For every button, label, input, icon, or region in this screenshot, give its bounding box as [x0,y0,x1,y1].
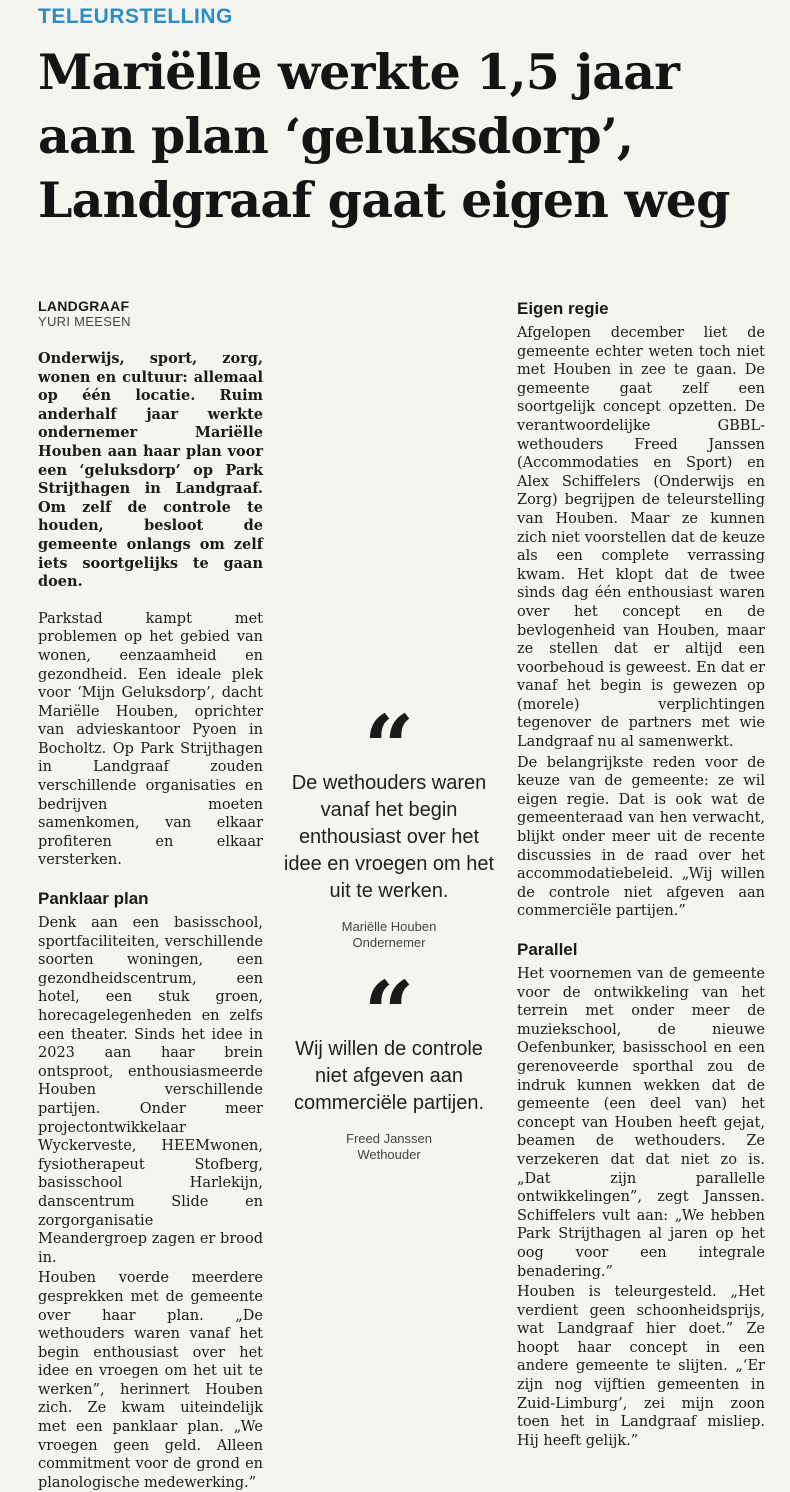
quote-mark-icon: “ [363,712,415,770]
pull-quote-houben [278,712,500,951]
headline-line: Mariëlle werkte 1,5 jaar [38,43,680,101]
pull-quote-text: De wethouders waren vanaf het begin enthousiast over het idee en vroegen om het uit te werken. [283,772,495,902]
body-paragraph: Houben is teleurgesteld. „Het verdient geen schoonheidsprijs, wat Landgraaf hier doet.” Ze hoopt haar concept in een andere gemeente te slijten. „‘Er zijn nog vijftien gemeenten in Zuid-Limburg’, zei mijn zoon toen het in Landgraaf misliep. Hij heeft gelijk.” [517,1284,765,1449]
quote-mark-icon: “ [363,978,415,1036]
kicker-label: TELEURSTELLING [38,5,233,28]
subheading-eigen-regie: Eigen regie [517,299,609,318]
body-paragraph: Parkstad kampt met problemen op het gebied van wonen, eenzaamheid en gezondheid. Een ideale plek voor ‘Mijn Geluksdorp’, dacht Mariëlle Houben, oprichter van advieskantoor Pyoen in Bocholtz. Op Park Strijthagen in Landgraaf zouden verschillende organisaties en bedrijven moeten samenkomen, van elkaar profiteren en elkaar versterken. [38,610,263,869]
dateline: LANDGRAAF [38,298,130,314]
subheading-parallel: Parallel [517,940,578,959]
pull-quote-role: Wethouder [357,1147,421,1162]
pull-quote-text: Wij willen de controle niet afgeven aan commerciële partijen. [293,1038,485,1114]
article-column-3 [517,298,765,1450]
body-paragraph: De belangrijkste reden voor de keuze van de gemeente: ze wil eigen regie. Dat is ook wat de gemeenteraad van hen verwacht, blijkt onder meer uit de recente discussies in de raad over het accommodatiebeleid. „Wij willen de controle niet afgeven aan commerciële partijen.” [517,754,765,920]
pull-quote-name: Mariëlle Houben [341,919,437,934]
body-paragraph: Denk aan een basisschool, sportfaciliteiten, verschillende soorten woningen, een gezondheidscentrum, een hotel, een stuk groen, horecagelegenheden en zelfs een theater. Sinds het idee in 2023 aan haar brein ontsproot, enthousiasmeerde Houben verschillende partijen. Onder meer projectontwikkelaar Wyckerveste, HEEMwonen, fysiotherapeut Stofberg, basisschool Harlekijn, danscentrum Slide en zorgorganisatie Meandergroep zagen er brood in. [38,915,263,1266]
body-paragraph: Afgelopen december liet de gemeente echter weten toch niet met Houben in zee te gaan. De gemeente gaat zelf een soortgelijk concept opzetten. De verantwoordelijke GBBL-wethouders Freed Janssen (Accommodaties en Sport) en Alex Schiffelers (Onderwijs en Zorg) begrijpen de teleurstelling van Houben. Maar ze kunnen zich niet voorstellen dat de keuze als een complete verrassing kwam. Het klopt dat de twee sinds dag één enthousiast waren over het concept en de bevlogenheid van Houben, maar ze stellen dat er altijd een voorbehoud is geweest. En dat er vanaf het begin is gewezen op (morele) verplichtingen tegenover de partners met wie Landgraaf nu al samenwerkt. [517,325,765,751]
subheading-panklaar-plan: Panklaar plan [38,889,149,909]
lead-paragraph: Onderwijs, sport, zorg, wonen en cultuur: allemaal op één locatie. Ruim anderhalf jaar werkte ondernemer Mariëlle Houben aan haar plan voor een ‘geluksdorp’ op Park Strijthagen in Landgraaf. Om zelf de controle te houden, besloot de gemeente onlangs om zelf iets soortgelijks te gaan doen. [38,350,263,591]
pull-quote-janssen [278,978,500,1163]
pull-quote-role: Ondernemer [352,935,426,950]
headline-line: Landgraaf gaat eigen weg [38,171,730,229]
pull-quote-name: Freed Janssen [346,1131,432,1146]
body-paragraph: Het voornemen van de gemeente voor de ontwikkeling van het terrein met onder meer de muziekschool, de nieuwe Oefenbunker, basisschool en een gerenoveerde sporthal zou de indruk kunnen wekken dat de gemeente (een deel van) het concept van Houben heeft gejat, beamen de wethouders. Ze verzekeren dat dat niet zo is. „Dat zijn parallelle ontwikkelingen”, zegt Janssen. Schiffelers vult aan: „We hebben Park Strijthagen al jaren op het oog voor een integrale benadering.” [517,966,765,1280]
headline [38,40,778,232]
author-byline: YURI MEESEN [38,314,131,329]
body-paragraph: Houben voerde meerdere gesprekken met de gemeente over haar plan. „De wethouders waren vanaf het begin enthousiast over het idee en vroegen om het uit te werken”, herinnert Houben zich. Ze kwam uiteindelijk met een panklaar plan. „We vroegen geen geld. Alleen commitment voor de grond en planologische medewerking.” [38,1270,263,1491]
article-column-1 [38,298,263,1492]
headline-line: aan plan ‘geluksdorp’, [38,107,634,165]
